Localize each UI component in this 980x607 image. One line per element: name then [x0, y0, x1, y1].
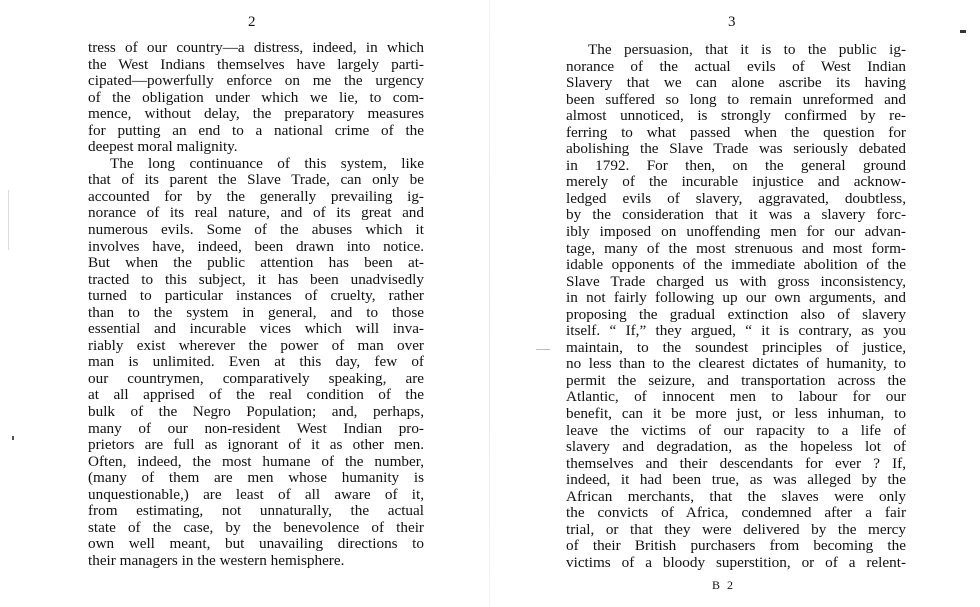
text-line: permit the seizure, and transportation across the: [566, 371, 906, 389]
text-line: victims of a bloody superstition, or of a relent-: [566, 553, 906, 571]
text-line: (many of them are men whose humanity is: [88, 469, 424, 487]
text-line: numerous evils. Some of the abuses which it: [88, 221, 424, 239]
margin-mark: [536, 349, 550, 350]
text-line: by the consideration that it was a slavery forc-: [566, 206, 906, 224]
text-line: norance of its real nature, and of its great and: [88, 204, 424, 222]
margin-mark: [12, 436, 14, 440]
text-line: norance of the actual evils of West Indian: [566, 57, 906, 75]
text-line: indeed, it had been true, as was alleged by the: [566, 471, 906, 489]
text-line: Atlantic, of innocent men to labour for our: [566, 388, 906, 406]
text-line: turned to particular instances of cruelty, rather: [88, 287, 424, 305]
text-line: many of our non-resident West Indian pro-: [88, 419, 424, 437]
text-line: tress of our country—a distress, indeed, in which: [88, 39, 424, 56]
text-line: from estimating, not unnaturally, the actual: [88, 502, 424, 520]
text-line: idable opponents of the immediate abolition of the: [566, 256, 906, 274]
right-page: [490, 0, 980, 607]
text-line: essential and incurable vices which will inva-: [88, 320, 424, 338]
text-line: Slave Trade charged us with gross inconsistency,: [566, 272, 906, 290]
text-line: that of its parent the Slave Trade, can only be: [88, 171, 424, 189]
text-line: Slavery that we can alone ascribe its having: [566, 74, 906, 92]
text-line: accounted for by the generally prevailing ig-: [88, 187, 424, 205]
text-line: state of the case, by the benevolence of their: [88, 518, 424, 536]
text-line: almost unnoticed, is strongly confirmed by re-: [566, 107, 906, 125]
text-line: trial, or that they were delivered by the mercy: [566, 520, 906, 538]
text-line: tracted to this subject, it has been unadvisedly: [88, 270, 424, 288]
text-line: prietors are full as ignorant of it as other men.: [88, 436, 424, 454]
text-line: in 1792. For then, on the general ground: [566, 156, 906, 174]
text-line: riably exist wherever the power of man over: [88, 336, 424, 354]
text-line: abolishing the Slave Trade was seriously debated: [566, 140, 906, 158]
text-line: The long continuance of this system, like: [110, 154, 424, 172]
text-line: no less than to the clearest dictates of humanity, to: [566, 355, 906, 373]
text-line: proposing the gradual extinction also of slavery: [566, 305, 906, 323]
text-line: ledged evils of slavery, aggravated, doubtless,: [566, 189, 906, 207]
text-line: of the obligation under which we lie, to com-: [88, 88, 424, 106]
text-line: slavery and degradation, as the hopeless lot of: [566, 438, 906, 456]
text-line: But when the public attention has been at-: [88, 254, 424, 272]
right-page-text: [566, 42, 906, 572]
text-line: merely of the incurable injustice and acknow-: [566, 173, 906, 191]
text-line: unquestionable,) are least of all aware of it,: [88, 485, 424, 503]
text-line: their managers in the western hemisphere.: [88, 551, 345, 569]
text-line: itself. “ If,” they argued, “ it is contrary, as you: [566, 322, 906, 340]
text-line: the West Indians themselves have largely parti-: [88, 55, 424, 73]
text-line: of their British purchasers from becoming the: [566, 537, 906, 555]
text-line: been suffered so long to remain unreformed and: [566, 90, 906, 108]
text-line: leave the victims of our rapacity to a life of: [566, 421, 906, 439]
text-line: deepest moral malignity.: [88, 138, 238, 156]
text-line: cipated—powerfully enforce on me the urgency: [88, 72, 424, 90]
text-line: at all apprised of the real condition of the: [88, 386, 424, 404]
margin-mark: [960, 30, 966, 33]
text-line: Often, indeed, the most humane of the number,: [88, 452, 424, 470]
text-line: own well meant, but unavailing directions to: [88, 535, 424, 553]
text-line: than to the system in general, and to those: [88, 303, 424, 321]
text-line: African merchants, that the slaves were only: [566, 487, 906, 505]
text-line: the convicts of Africa, condemned after a fair: [566, 504, 906, 522]
page-number-left: 2: [248, 14, 256, 30]
text-line: involves have, indeed, been drawn into notice.: [88, 237, 424, 255]
text-line: in not fairly following up our own arguments, and: [566, 289, 906, 307]
text-line: man is unlimited. Even at this day, few of: [88, 353, 424, 371]
text-line: maintain, to the soundest principles of justice,: [566, 338, 906, 356]
signature-mark: B 2: [712, 578, 736, 592]
margin-mark: [8, 190, 9, 250]
text-line: ferring to what passed when the question for: [566, 123, 906, 141]
text-line: The persuasion, that it is to the public ig-: [588, 41, 906, 58]
left-page-text: [88, 40, 424, 570]
text-line: themselves and their descendants for ever ? If,: [566, 454, 906, 472]
page-number-right: 3: [728, 14, 736, 30]
text-line: benefit, can it be more just, or less inhuman, to: [566, 405, 906, 423]
text-line: for putting an end to a national crime of the: [88, 121, 424, 139]
text-line: ibly imposed on unoffending men for our advan-: [566, 223, 906, 241]
text-line: tage, many of the most strenuous and most form-: [566, 239, 906, 257]
text-line: mence, without delay, the preparatory measures: [88, 105, 424, 123]
text-line: bulk of the Negro Population; and, perhaps,: [88, 403, 424, 421]
text-line: our countrymen, comparatively speaking, are: [88, 369, 424, 387]
